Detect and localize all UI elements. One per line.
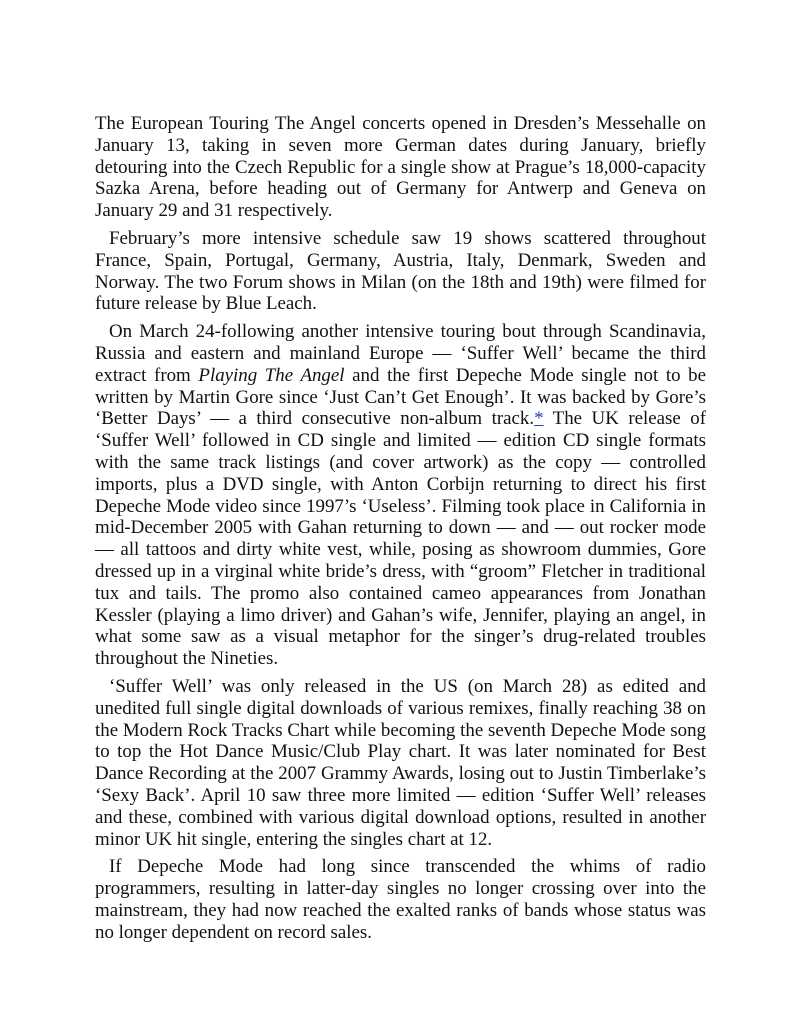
footnote-link[interactable]: * bbox=[534, 408, 544, 430]
paragraph-european-tour: The European Touring The Angel concerts opened in Dresden’s Messehalle on January 13, taking in seven more German dates during January, briefly detouring into the Czech Republic for a single show at Prague’s 18,000-capacity Sazka Arena, before heading out of Germany for Antwerp and Geneva on January 29 and 31 respectively. bbox=[95, 113, 706, 222]
document-body bbox=[95, 113, 706, 949]
paragraph-suffer-well-release bbox=[95, 321, 706, 670]
paragraph-us-release: ‘Suffer Well’ was only released in the US (on March 28) as edited and unedited full single digital downloads of various remixes, finally reaching 38 on the Modern Rock Tracks Chart while becoming the seventh Depeche Mode song to top the Hot Dance Music/Club Play chart. It was later nominated for Best Dance Recording at the 2007 Grammy Awards, losing out to Justin Timberlake’s ‘Sexy Back’. April 10 saw three more limited — edition ‘Suffer Well’ releases and these, combined with various digital download options, resulted in another minor UK hit single, entering the singles chart at 12. bbox=[95, 675, 706, 850]
paragraph-text: On March 24-following another intensive touring bout through Scandinavia, Russia and eastern and mainland Europe — ‘Suffer Well’ became the third extract from bbox=[95, 321, 706, 386]
paragraph-text: and the first Depeche Mode single not to be written by Martin Gore since ‘Just Can’t Get Enough’. It was backed by Gore’s ‘Better Days’ — a third consecutive non-album track. bbox=[95, 364, 707, 430]
album-title: Playing The Angel bbox=[198, 364, 345, 386]
paragraph-text: The UK release of ‘Suffer Well’ followed in CD single and limited — edition CD single formats with the same track listings (and cover artwork) as the copy — controlled imports, plus a DVD single, with Anton Corbijn returning to direct his first Depeche Mode video since 1997’s ‘Useless’. Filming took place in California in mid-December 2005 with Gahan returning to down — and — out rocker mode — all tattoos and dirty white vest, while, posing as showroom dummies, Gore dressed up in a virginal white bride’s dress, with “groom” Fletcher in traditional tux and tails. The promo also contained cameo appearances from Jonathan Kessler (playing a limo driver) and Gahan’s wife, Jennifer, playing an angel, in what some saw as a visual metaphor for the singer’s drug-related troubles throughout the Nineties. bbox=[95, 408, 706, 670]
paragraph-february-schedule: February’s more intensive schedule saw 19 shows scattered throughout France, Spain, Portugal, Germany, Austria, Italy, Denmark, Sweden and Norway. The two Forum shows in Milan (on the 18th and 19th) were filmed for future release by Blue Leach. bbox=[95, 227, 706, 315]
paragraph-status: If Depeche Mode had long since transcended the whims of radio programmers, resulting in latter-day singles no longer crossing over into the mainstream, they had now reached the exalted ranks of bands whose status was no longer dependent on record sales. bbox=[95, 856, 706, 943]
